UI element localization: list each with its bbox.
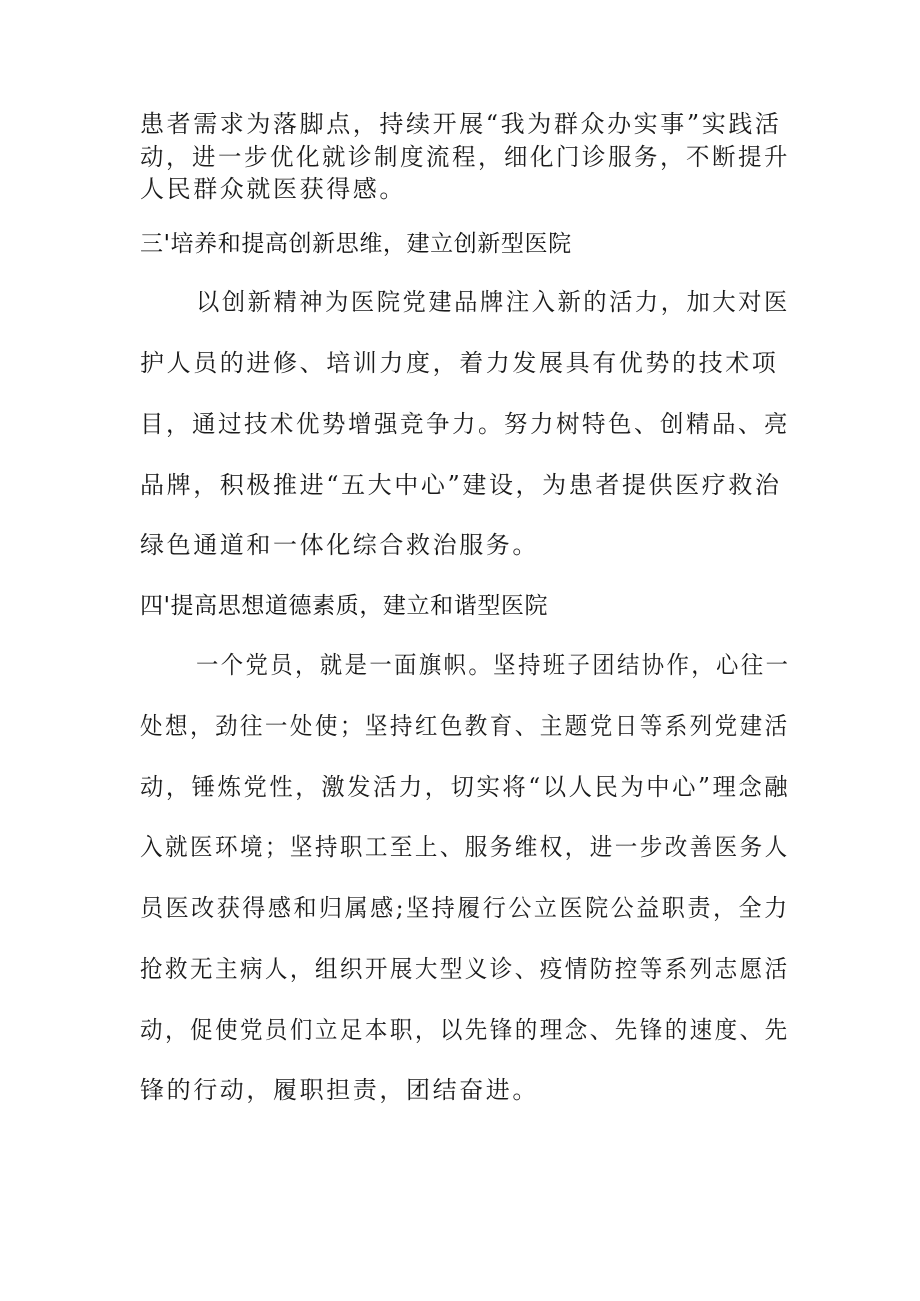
body-text-line: 入就医环境；坚持职工至上、服务维权，进一步改善医务人 <box>140 833 790 861</box>
body-text-line: 目，通过技术优势增强竞争力。努力树特色、创精品、亮 <box>140 410 790 438</box>
section-3-heading: 三'培养和提高创新思维，建立创新型医院 <box>140 231 572 257</box>
body-text-line: 人民群众就医获得感。 <box>140 175 406 203</box>
body-text-line: 处想，劲往一处使；坚持红色教育、主题党日等系列党建活 <box>140 712 790 740</box>
body-text-line: 锋的行动，履职担责，团结奋进。 <box>140 1076 539 1104</box>
body-text-line: 患者需求为落脚点，持续开展“我为群众办实事”实践活 <box>140 110 782 138</box>
body-text-line: 一个党员，就是一面旗帜。坚持班子团结协作，心往一 <box>196 651 791 679</box>
body-text-line: 护人员的进修、培训力度，着力发展具有优势的技术项 <box>140 349 779 377</box>
body-text-line: 以创新精神为医院党建品牌注入新的活力，加大对医 <box>196 288 790 316</box>
body-text-line: 员医改获得感和归属感;坚持履行公立医院公益职责，全力 <box>140 894 790 922</box>
body-text-line: 抢救无主病人，组织开展大型义诊、疫情防控等系列志愿活 <box>140 955 790 983</box>
body-text-line: 动，锤炼党性，激发活力，切实将“以人民为中心”理念融 <box>140 773 791 801</box>
body-text-line: 动，促使党员们立足本职，以先锋的理念、先锋的速度、先 <box>140 1016 790 1044</box>
body-text-line: 绿色通道和一体化综合救治服务。 <box>140 531 539 559</box>
section-4-heading: 四'提高思想道德素质，建立和谐型医院 <box>140 593 549 619</box>
body-text-line: 品牌，积极推进“五大中心”建设，为患者提供医疗救治 <box>140 471 782 499</box>
body-text-line: 动，进一步优化就诊制度流程，细化门诊服务，不断提升 <box>140 143 790 171</box>
